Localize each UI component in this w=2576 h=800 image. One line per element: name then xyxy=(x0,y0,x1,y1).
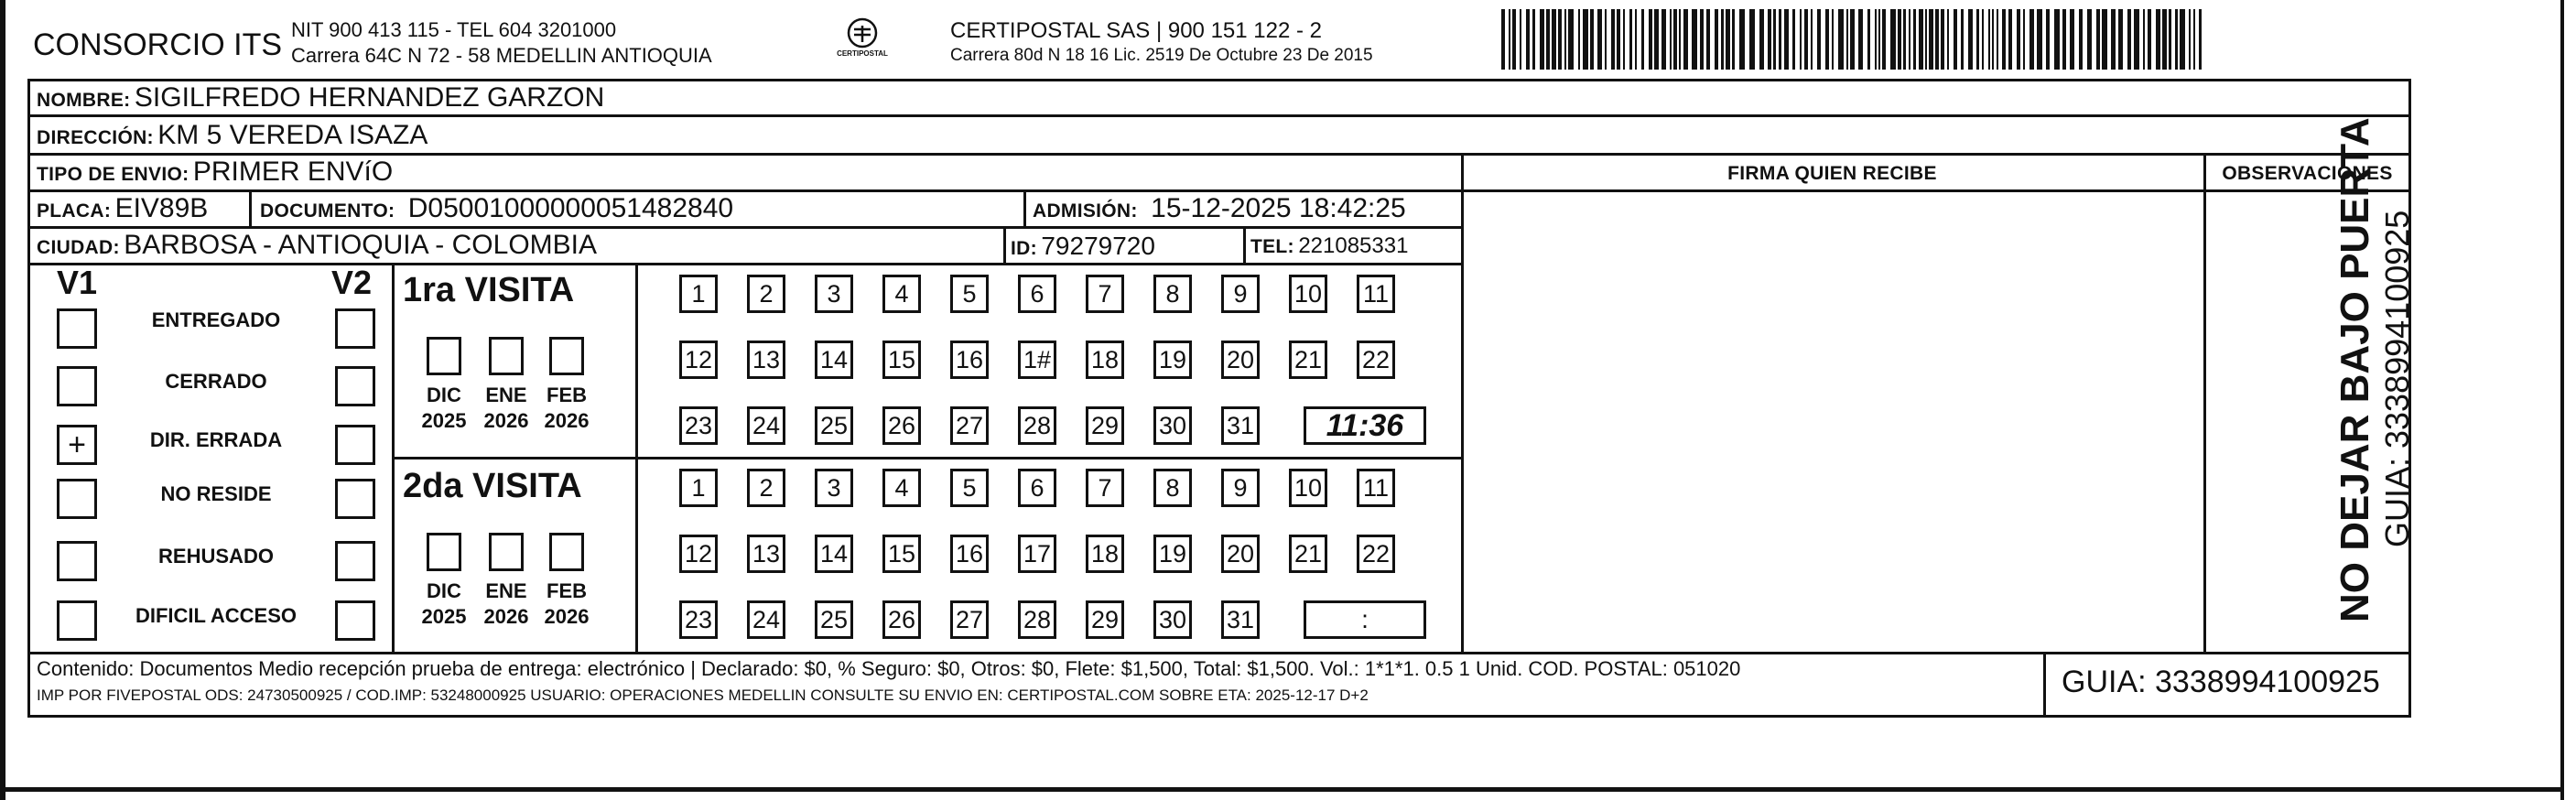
barcode-bar xyxy=(2169,9,2171,70)
barcode-bar xyxy=(1954,9,1957,70)
visit2-day-cell[interactable]: 14 xyxy=(815,535,853,573)
visit1-day-cell[interactable]: 27 xyxy=(950,406,989,445)
nombre-label: NOMBRE: xyxy=(37,90,131,111)
visit1-day-cell[interactable]: 3 xyxy=(815,275,853,313)
visit1-month-year: 2025 xyxy=(421,409,467,432)
barcode-bar xyxy=(2118,9,2123,70)
barcode-bar xyxy=(2087,9,2092,70)
visit2-month-name: ENE xyxy=(485,579,527,602)
visit2-day-cell[interactable]: 5 xyxy=(950,469,989,507)
visit2-day-cell[interactable]: 21 xyxy=(1289,535,1327,573)
visit2-day-cell[interactable]: 31 xyxy=(1221,600,1260,639)
id-label: ID: xyxy=(1011,238,1037,259)
placa-label: PLACA: xyxy=(37,200,112,222)
barcode-bar xyxy=(1520,9,1521,70)
barcode-bar xyxy=(1800,9,1802,70)
barcode-bar xyxy=(1992,9,1994,70)
barcode-bar xyxy=(1732,9,1735,70)
barcode-bar xyxy=(1925,9,1927,70)
barcode-bar xyxy=(1590,9,1594,70)
barcode-bar xyxy=(1509,9,1510,70)
visit2-day-cell[interactable]: 7 xyxy=(1086,469,1124,507)
barcode-bar xyxy=(1784,9,1789,70)
barcode-bar xyxy=(1532,9,1535,70)
visit2-month-label xyxy=(412,578,476,630)
visit1-day-cell[interactable]: 20 xyxy=(1221,341,1260,379)
barcode-bar xyxy=(2029,9,2034,70)
barcode-bar xyxy=(1706,9,1710,70)
visit2-day-cell[interactable]: 26 xyxy=(882,600,921,639)
barcode-bar xyxy=(1568,9,1574,70)
v1-header: V1 xyxy=(57,264,98,301)
barcode-bar xyxy=(1817,9,1821,70)
barcode-bar xyxy=(2023,9,2025,70)
visit1-day-cell[interactable]: 14 xyxy=(815,341,853,379)
v2-header: V2 xyxy=(331,264,373,301)
barcode-bar xyxy=(1540,9,1544,70)
barcode-bar xyxy=(1715,9,1718,70)
company-name: CONSORCIO ITS xyxy=(33,27,283,62)
visit1-month-label xyxy=(412,383,476,434)
visit2-day-cell[interactable]: 30 xyxy=(1153,600,1192,639)
side-warning: NO DEJAR BAJO PUERTA xyxy=(2332,117,2377,622)
visit1-day-cell[interactable]: 15 xyxy=(882,341,921,379)
barcode-bar xyxy=(2111,9,2116,70)
status-option-label: CERRADO xyxy=(165,370,267,393)
barcode-bar xyxy=(2017,9,2020,70)
barcode-bar xyxy=(1773,9,1776,70)
barcode-bar xyxy=(2070,9,2074,70)
visit2-day-cell[interactable]: 1 xyxy=(679,469,718,507)
visit2-day-cell[interactable]: 12 xyxy=(679,535,718,573)
visit1-day-cell[interactable]: 24 xyxy=(747,406,785,445)
barcode-bar xyxy=(1512,9,1516,70)
page-edge-left xyxy=(0,0,5,800)
barcode-bar xyxy=(2102,9,2107,70)
visit1-day-cell[interactable]: 26 xyxy=(882,406,921,445)
visit1-month-name: ENE xyxy=(485,384,527,406)
visit1-day-cell[interactable]: 6 xyxy=(1018,275,1056,313)
status-option-label: DIR. ERRADA xyxy=(149,428,283,451)
visit2-day-cell[interactable]: 16 xyxy=(950,535,989,573)
barcode-bar xyxy=(1867,9,1870,70)
visit1-day-cell[interactable]: 11 xyxy=(1357,275,1395,313)
barcode-bar xyxy=(1913,9,1916,70)
barcode-bar xyxy=(2162,9,2167,70)
v2-checkbox[interactable] xyxy=(335,600,375,641)
barcode-bar xyxy=(1673,9,1677,70)
visit1-month-checkbox[interactable] xyxy=(549,337,584,375)
barcode-bar xyxy=(2008,9,2012,70)
visit2-day-cell[interactable]: 28 xyxy=(1018,600,1056,639)
visit2-month-label xyxy=(535,578,599,630)
visit1-day-cell[interactable]: 2 xyxy=(747,275,785,313)
barcode-bar xyxy=(2180,9,2185,70)
barcode-bar xyxy=(1838,9,1844,70)
barcode-bar xyxy=(1919,9,1923,70)
ciudad-label: CIUDAD: xyxy=(37,237,120,258)
visit2-month-label xyxy=(474,578,538,630)
visit1-day-cell[interactable]: 18 xyxy=(1086,341,1124,379)
visit2-day-cell[interactable]: 19 xyxy=(1153,535,1192,573)
barcode-bar xyxy=(1850,9,1855,70)
visit1-day-cell[interactable]: 21 xyxy=(1289,341,1327,379)
barcode-bar xyxy=(1903,9,1906,70)
barcode xyxy=(1501,9,2206,70)
barcode-bar xyxy=(2046,9,2050,70)
visit2-day-cell[interactable]: 17 xyxy=(1018,535,1056,573)
v2-checkbox[interactable] xyxy=(335,308,375,349)
visit1-day-cell[interactable]: 22 xyxy=(1357,341,1395,379)
visit2-day-cell[interactable]: 20 xyxy=(1221,535,1260,573)
tel-value: 221085331 xyxy=(1298,233,1409,258)
visit1-day-cell[interactable]: 16 xyxy=(950,341,989,379)
barcode-bar xyxy=(1846,9,1848,70)
barcode-bar xyxy=(2199,9,2202,70)
barcode-bar xyxy=(1875,9,1877,70)
barcode-bar xyxy=(1858,9,1863,70)
barcode-bar xyxy=(1635,9,1637,70)
barcode-bar xyxy=(1558,9,1562,70)
barcode-bar xyxy=(1739,9,1745,70)
barcode-bar xyxy=(1890,9,1896,70)
barcode-bar xyxy=(2156,9,2160,70)
footer-imp-line: IMP POR FIVEPOSTAL ODS: 24730500925 / COD.IMP: 53248000925 USUARIO: OPERACIONES MEDELLIN CONSULTE SU ENVIO EN: CERTIPOSTAL.COM SOBRE ETA: 2025-12-17 D+2 xyxy=(37,686,1369,704)
visit2-day-cell[interactable]: 8 xyxy=(1153,469,1192,507)
direccion-value: KM 5 VEREDA ISAZA xyxy=(157,120,428,150)
visit2-day-cell[interactable]: 9 xyxy=(1221,469,1260,507)
barcode-bar xyxy=(1578,9,1580,70)
visit1-day-cell[interactable]: 1 xyxy=(679,275,718,313)
barcode-bar xyxy=(1909,9,1910,70)
visit1-day-cell[interactable]: 23 xyxy=(679,406,718,445)
barcode-bar xyxy=(2127,9,2131,70)
barcode-bar xyxy=(2062,9,2066,70)
visit2-day-cell[interactable]: 2 xyxy=(747,469,785,507)
status-option-label: DIFICIL ACCESO xyxy=(135,604,297,627)
courier-logo-text: CERTIPOSTAL xyxy=(837,49,888,58)
barcode-bar xyxy=(1878,9,1880,70)
barcode-bar xyxy=(1898,9,1901,70)
footer-guia: GUIA: 3338994100925 xyxy=(2062,665,2380,699)
visit1-day-cell[interactable]: 10 xyxy=(1289,275,1327,313)
placa-value: EIV89B xyxy=(114,193,209,223)
barcode-bar xyxy=(1804,9,1808,70)
visit1-month-name: FEB xyxy=(547,384,587,406)
footer-contenido: Contenido: Documentos Medio recepción prueba de entrega: electrónico | Declarado: $0, % Seguro: $0, Otros: $0, Flete: $1,500, Total: $1,500. Vol.: 1*1*1. 0.5 1 Unid. COD. POSTAL: 051020 xyxy=(37,657,1741,680)
visit1-day-cell[interactable]: 30 xyxy=(1153,406,1192,445)
visit2-month-year: 2026 xyxy=(483,605,529,628)
barcode-bar xyxy=(1641,9,1644,70)
barcode-bar xyxy=(1617,9,1620,70)
visit1-day-cell[interactable]: 12 xyxy=(679,341,718,379)
barcode-bar xyxy=(1968,9,1973,70)
courier-address: Carrera 80d N 18 16 Lic. 2519 De Octubre 23 De 2015 xyxy=(950,46,1373,65)
visit2-day-cell[interactable]: 4 xyxy=(882,469,921,507)
admision-value: 15-12-2025 18:42:25 xyxy=(1151,193,1406,223)
visit1-day-cell[interactable]: 5 xyxy=(950,275,989,313)
visit2-day-cell[interactable]: 27 xyxy=(950,600,989,639)
visit1-day-cell[interactable]: 25 xyxy=(815,406,853,445)
barcode-bar xyxy=(1629,9,1632,70)
visit1-month-name: DIC xyxy=(427,384,461,406)
barcode-bar xyxy=(2148,9,2151,70)
visit2-day-cell[interactable]: 29 xyxy=(1086,600,1124,639)
nombre-value: SIGILFREDO HERNANDEZ GARZON xyxy=(134,82,605,113)
barcode-bar xyxy=(1832,9,1834,70)
courier-name: CERTIPOSTAL SAS | 900 151 122 - 2 xyxy=(950,18,1322,43)
admision-label: ADMISIÓN: xyxy=(1033,200,1138,222)
barcode-bar xyxy=(2189,9,2191,70)
visit2-day-cell[interactable]: 22 xyxy=(1357,535,1395,573)
v2-checkbox[interactable] xyxy=(335,541,375,581)
status-option-label: ENTREGADO xyxy=(151,308,281,331)
barcode-bar xyxy=(1692,9,1697,70)
barcode-bar xyxy=(1941,9,1944,70)
visit2-day-cell[interactable]: 24 xyxy=(747,600,785,639)
barcode-bar xyxy=(1611,9,1615,70)
direccion-label: DIRECCIÓN: xyxy=(37,127,154,148)
visit1-day-cell[interactable]: 9 xyxy=(1221,275,1260,313)
tipo-envio-label: TIPO DE ENVIO: xyxy=(37,164,189,185)
ciudad-value: BARBOSA - ANTIOQUIA - COLOMBIA xyxy=(124,230,598,260)
visit1-day-cell[interactable]: 29 xyxy=(1086,406,1124,445)
barcode-bar xyxy=(1882,9,1886,70)
visit2-month-checkbox[interactable] xyxy=(427,533,461,571)
visit1-time-box[interactable]: 11:36 xyxy=(1304,406,1426,445)
visit2-month-checkbox[interactable] xyxy=(489,533,524,571)
barcode-bar xyxy=(1552,9,1556,70)
barcode-bar xyxy=(2079,9,2083,70)
v2-checkbox[interactable] xyxy=(335,425,375,465)
side-guia: GUIA: 3338994100925 xyxy=(2378,210,2416,547)
documento-label: DOCUMENTO: xyxy=(260,200,395,222)
barcode-bar xyxy=(2134,9,2139,70)
visit2-title: 2da VISITA xyxy=(403,467,582,505)
visit2-month-year: 2026 xyxy=(544,605,590,628)
documento-value: D05001000000051482840 xyxy=(407,193,734,223)
visit2-month-name: FEB xyxy=(547,579,587,602)
v2-checkbox[interactable] xyxy=(335,479,375,519)
barcode-bar xyxy=(1679,9,1681,70)
visit2-month-checkbox[interactable] xyxy=(549,533,584,571)
barcode-bar xyxy=(1779,9,1781,70)
nit-line: NIT 900 413 115 - TEL 604 3201000 xyxy=(291,18,617,41)
barcode-bar xyxy=(1700,9,1704,70)
visit1-day-cell[interactable]: 31 xyxy=(1221,406,1260,445)
barcode-bar xyxy=(2175,9,2178,70)
visit1-day-cell[interactable]: 13 xyxy=(747,341,785,379)
visit2-day-cell[interactable]: 15 xyxy=(882,535,921,573)
barcode-bar xyxy=(1759,9,1764,70)
barcode-bar xyxy=(1792,9,1795,70)
visit1-month-year: 2026 xyxy=(544,409,590,432)
id-value: 79279720 xyxy=(1041,232,1155,260)
barcode-bar xyxy=(2002,9,2006,70)
barcode-bar xyxy=(2037,9,2042,70)
barcode-bar xyxy=(1935,9,1939,70)
barcode-bar xyxy=(1661,9,1666,70)
certipostal-logo-icon xyxy=(844,16,881,49)
barcode-bar xyxy=(1654,9,1659,70)
visit2-day-cell[interactable]: 23 xyxy=(679,600,718,639)
visit2-day-cell[interactable]: 3 xyxy=(815,469,853,507)
barcode-bar xyxy=(1721,9,1724,70)
barcode-bar xyxy=(1988,9,1990,70)
visit2-time-box[interactable]: : xyxy=(1304,600,1426,639)
barcode-bar xyxy=(1670,9,1672,70)
firma-label: FIRMA QUIEN RECIBE xyxy=(1727,163,1937,184)
barcode-bar xyxy=(1961,9,1964,70)
barcode-bar xyxy=(1546,9,1550,70)
visit1-month-checkbox[interactable] xyxy=(427,337,461,375)
courier-logo xyxy=(833,16,892,68)
company-address: Carrera 64C N 72 - 58 MEDELLIN ANTIOQUIA xyxy=(291,44,712,67)
barcode-bar xyxy=(1623,9,1625,70)
barcode-bar xyxy=(1749,9,1755,70)
visit2-day-cell[interactable]: 13 xyxy=(747,535,785,573)
visit1-title: 1ra VISITA xyxy=(403,271,575,309)
barcode-bar xyxy=(1811,9,1813,70)
barcode-bar xyxy=(1976,9,1979,70)
visit1-day-cell[interactable]: 7 xyxy=(1086,275,1124,313)
page-edge-right xyxy=(2560,0,2564,800)
visit1-month-label xyxy=(535,383,599,434)
page-edge-bottom xyxy=(0,787,2563,792)
tel-label: TEL: xyxy=(1250,236,1294,257)
visit2-day-cell[interactable]: 6 xyxy=(1018,469,1056,507)
barcode-bar xyxy=(1929,9,1933,70)
visit1-month-checkbox[interactable] xyxy=(489,337,524,375)
status-option-label: REHUSADO xyxy=(158,545,274,568)
barcode-bar xyxy=(2054,9,2060,70)
visit2-day-cell[interactable]: 10 xyxy=(1289,469,1327,507)
visit1-month-year: 2026 xyxy=(483,409,529,432)
visit2-month-name: DIC xyxy=(427,579,461,602)
barcode-bar xyxy=(1768,9,1771,70)
visit2-day-cell[interactable]: 18 xyxy=(1086,535,1124,573)
v1-checkbox[interactable]: + xyxy=(57,425,97,465)
barcode-bar xyxy=(2143,9,2145,70)
barcode-bar xyxy=(1997,9,1998,70)
visit1-day-cell[interactable]: 4 xyxy=(882,275,921,313)
barcode-bar xyxy=(1583,9,1588,70)
visit2-day-cell[interactable]: 25 xyxy=(815,600,853,639)
barcode-bar xyxy=(1726,9,1730,70)
visit1-day-cell[interactable]: 19 xyxy=(1153,341,1192,379)
status-option-label: NO RESIDE xyxy=(160,482,272,505)
visit1-day-cell[interactable]: 8 xyxy=(1153,275,1192,313)
visit1-day-cell[interactable]: 1# xyxy=(1018,341,1056,379)
observaciones-label: OBSERVACIONES xyxy=(2222,163,2393,184)
barcode-bar xyxy=(1605,9,1607,70)
barcode-bar xyxy=(2193,9,2195,70)
barcode-bar xyxy=(1501,9,1505,70)
barcode-bar xyxy=(1982,9,1984,70)
barcode-bar xyxy=(1947,9,1949,70)
visit1-day-cell[interactable]: 28 xyxy=(1018,406,1056,445)
visit1-month-label xyxy=(474,383,538,434)
visit2-day-cell[interactable]: 11 xyxy=(1357,469,1395,507)
barcode-bar xyxy=(1564,9,1566,70)
visit2-month-year: 2025 xyxy=(421,605,467,628)
barcode-bar xyxy=(1649,9,1652,70)
barcode-bar xyxy=(2096,9,2100,70)
barcode-bar xyxy=(1683,9,1688,70)
barcode-bar xyxy=(1825,9,1829,70)
barcode-bar xyxy=(1526,9,1530,70)
v2-checkbox[interactable] xyxy=(335,366,375,406)
barcode-bar xyxy=(1597,9,1602,70)
tipo-envio-value: PRIMER ENVíO xyxy=(192,157,394,187)
